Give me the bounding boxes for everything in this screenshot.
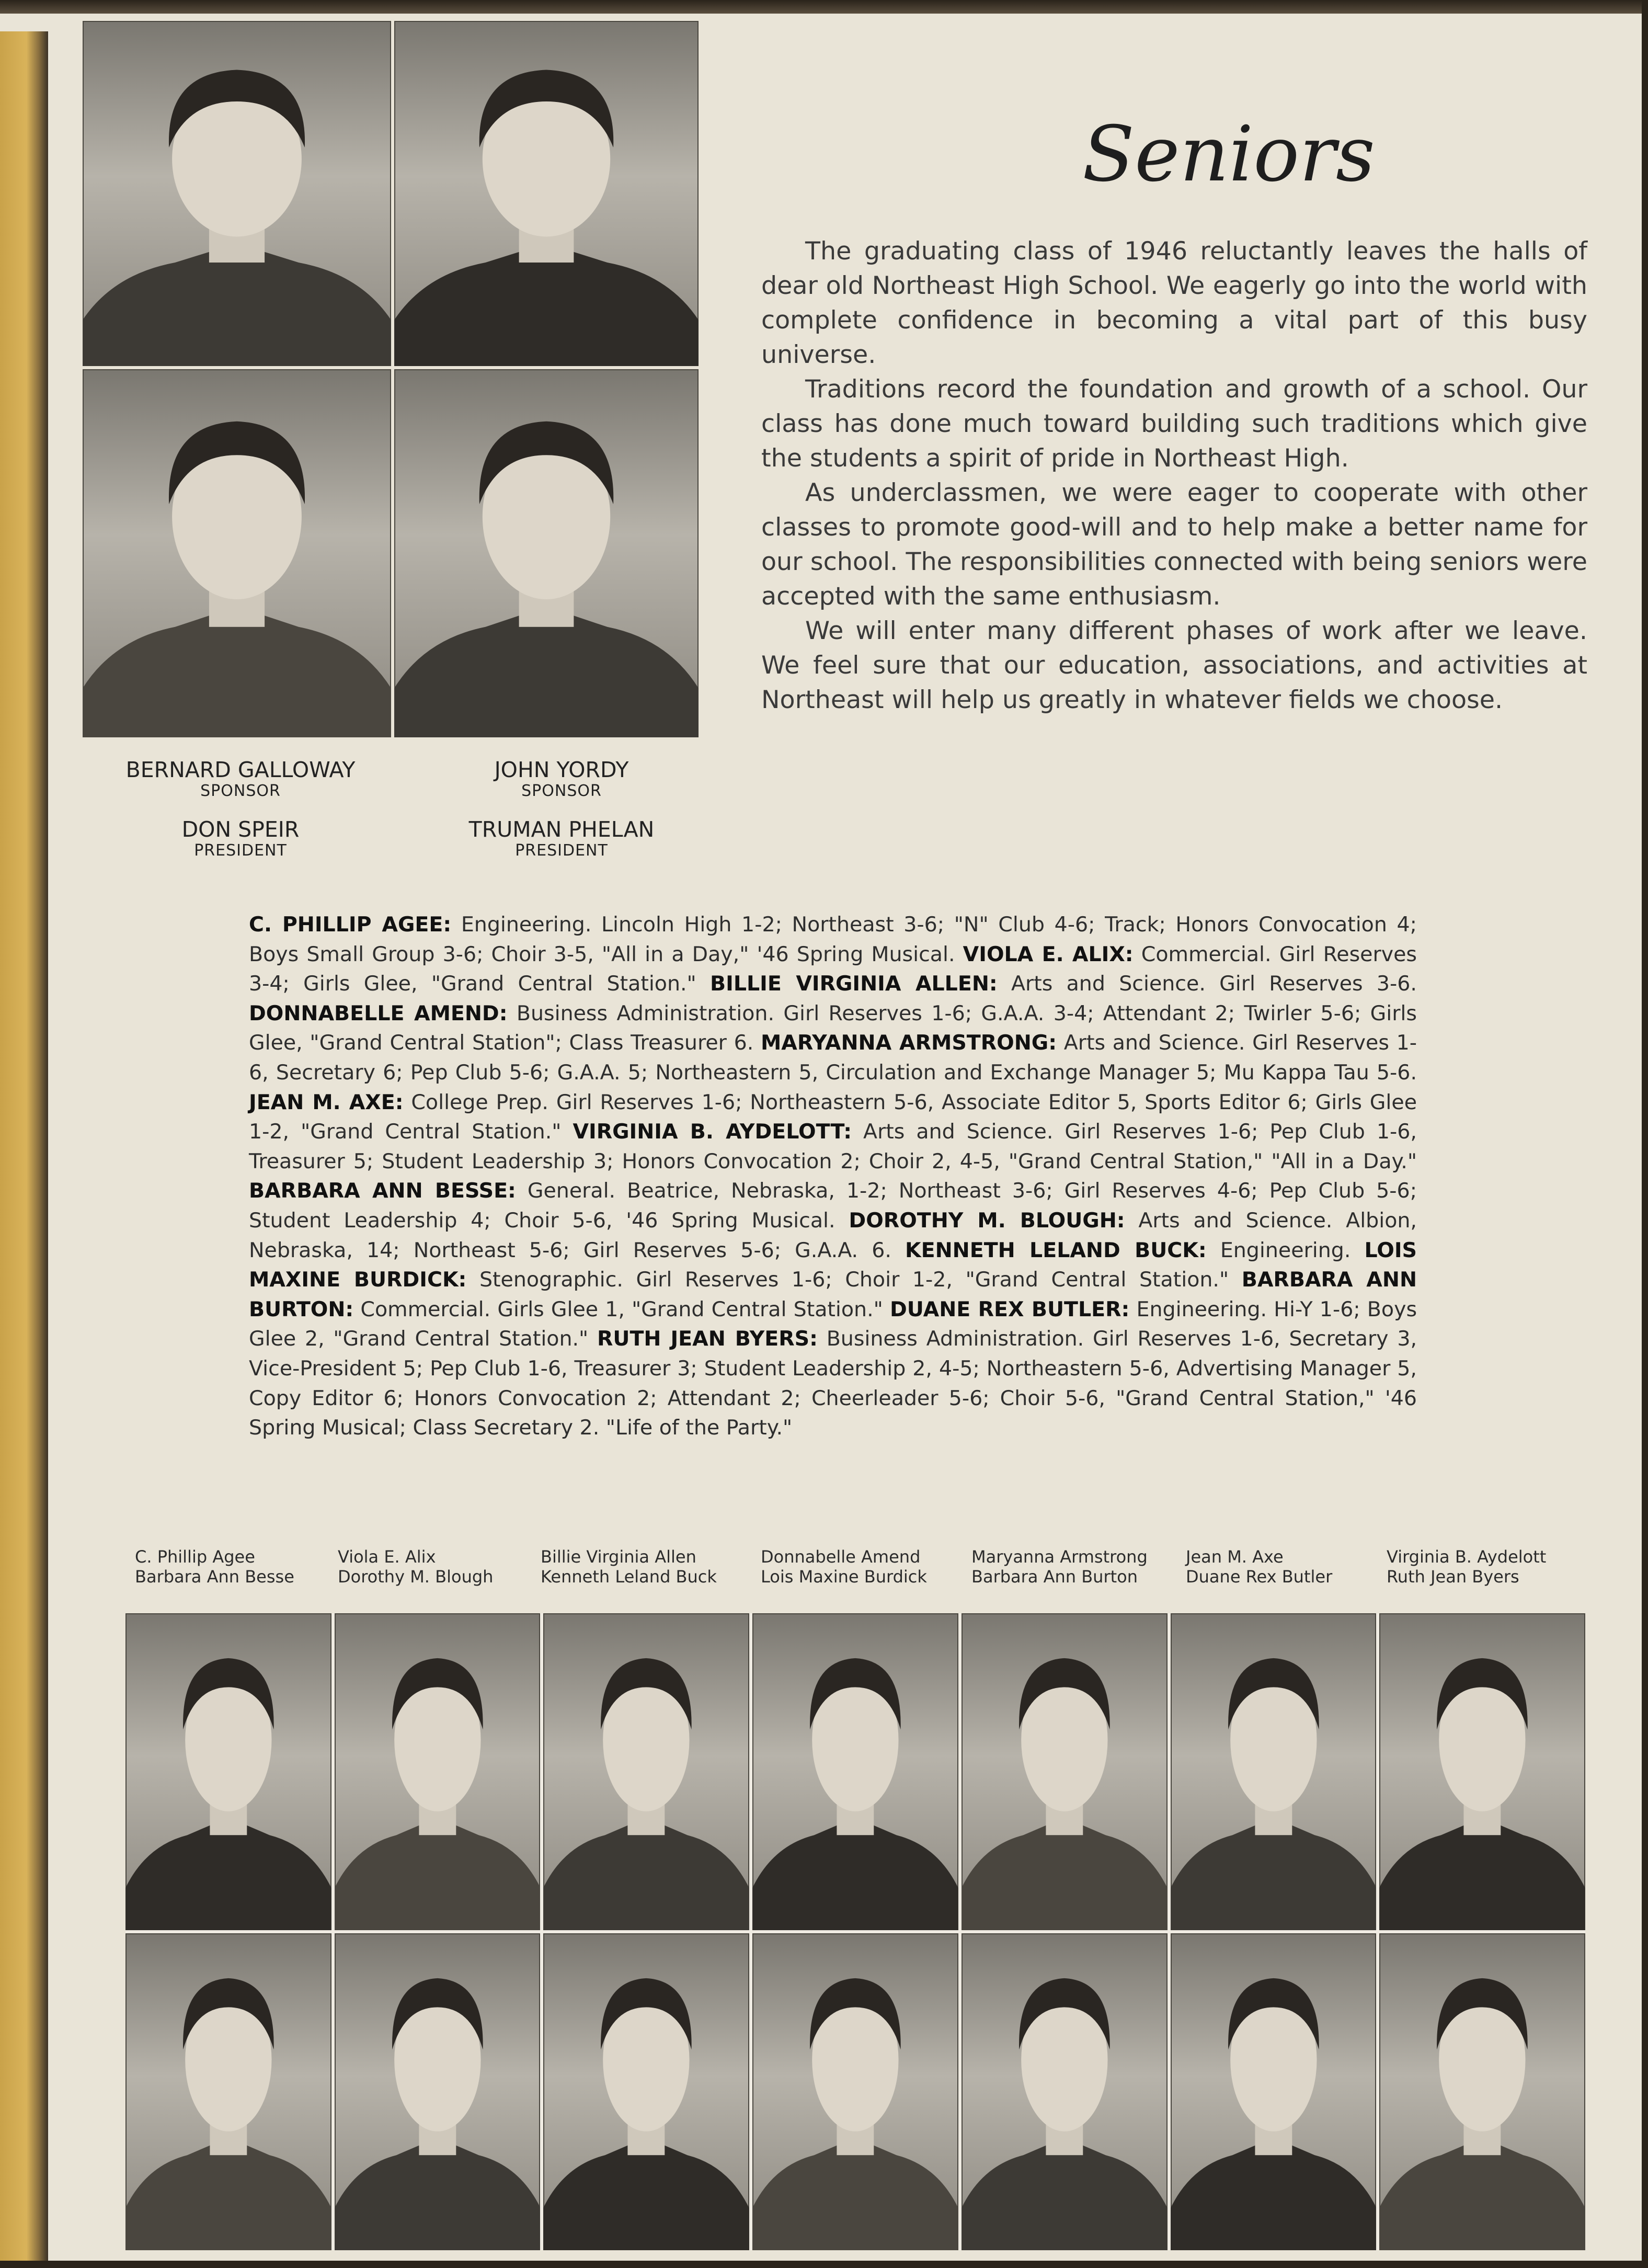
- bio-name: DOROTHY M. BLOUGH:: [849, 1208, 1125, 1233]
- portrait-silhouette: [125, 1933, 331, 2250]
- bio-text: Arts and Science. Girl Reserves 1-6; Pep Club 1-6, Treasurer 5; Student Leadership 3; Honors Convocation 2; Choir 2, 4-5, "Grand Central Station," "All in a Day.": [249, 1120, 1417, 1173]
- name-column: [338, 1547, 493, 1587]
- portrait-silhouette: [1379, 1613, 1585, 1930]
- bio-text: Stenographic. Girl Reserves 1-6; Choir 1-2, "Grand Central Station.": [479, 1268, 1229, 1292]
- caption-john-yordy: [405, 757, 718, 800]
- name-bottom: Dorothy M. Blough: [338, 1567, 494, 1587]
- officer-role: SPONSOR: [521, 782, 602, 800]
- portrait-kenneth-leland-buck: [543, 1933, 749, 2250]
- bio-text: Arts and Science. Albion, Nebraska, 14; Northeast 5-6; Girl Reserves 5-6; G.A.A. 6.: [249, 1208, 1417, 1262]
- bio-text: Engineering. Lincoln High 1-2; Northeast 3-6; "N" Club 4-6; Track; Honors Convocation 4; Boys Small Group 3-6; Choir 3-5, "All in a Day," '46 Spring Musical.: [249, 913, 1417, 966]
- portrait-silhouette: [543, 1613, 749, 1930]
- name-bottom: Lois Maxine Burdick: [761, 1567, 927, 1587]
- page-right-edge: [1642, 0, 1648, 2268]
- portrait-maryanna-armstrong: [962, 1613, 1168, 1930]
- officer-role: PRESIDENT: [194, 841, 287, 860]
- bio-name: DONNABELLE AMEND:: [249, 1001, 508, 1025]
- officer-role: SPONSOR: [200, 782, 281, 800]
- portrait-viola-e-alix: [335, 1613, 541, 1930]
- portrait-jean-m-axe: [1171, 1613, 1377, 1930]
- portrait-silhouette: [752, 1933, 958, 2250]
- officer-name: DON SPEIR: [181, 817, 300, 842]
- bio-name: KENNETH LELAND BUCK:: [905, 1238, 1207, 1262]
- bio-text: Business Administration. Girl Reserves 1-6; G.A.A. 3-4; Attendant 2; Twirler 5-6; Girls Glee, "Grand Central Station"; Class Treasurer 6.: [249, 1001, 1417, 1055]
- name-bottom: Barbara Ann Burton: [971, 1567, 1138, 1587]
- bio-text: Arts and Science. Girl Reserves 1-6, Secretary 6; Pep Club 5-6; G.A.A. 5; Northeastern 5, Circulation and Exchange Manager 5; Mu Kappa Tau 5-6.: [249, 1031, 1417, 1085]
- name-bottom: Kenneth Leland Buck: [541, 1567, 717, 1587]
- portrait-silhouette: [543, 1933, 749, 2250]
- officer-name: BERNARD GALLOWAY: [125, 757, 356, 782]
- portrait-silhouette: [83, 369, 391, 737]
- bio-text: General. Beatrice, Nebraska, 1-2; Northeast 3-6; Girl Reserves 4-6; Pep Club 5-6; Student Leadership 4; Choir 5-6, '46 Spring Musical.: [249, 1179, 1417, 1233]
- name-top: Maryanna Armstrong: [971, 1547, 1148, 1567]
- name-bottom: Ruth Jean Byers: [1387, 1567, 1519, 1587]
- officer-name: TRUMAN PHELAN: [468, 817, 655, 842]
- portrait-barbara-ann-burton: [962, 1933, 1168, 2250]
- name-top: C. Phillip Agee: [135, 1547, 255, 1567]
- bio-name: DUANE REX BUTLER:: [890, 1297, 1130, 1321]
- bio-name: VIOLA E. ALIX:: [963, 942, 1134, 966]
- intro-paragraph: Traditions record the foundation and growth of a school. Our class has done much toward building such traditions which give the students a spirit of pride in Northeast High.: [761, 375, 1587, 473]
- portrait-silhouette: [83, 21, 391, 366]
- bio-text: Commercial. Girls Glee 1, "Grand Central Station.": [360, 1297, 883, 1321]
- portrait-donnabelle-amend: [752, 1613, 958, 1930]
- name-top: Jean M. Axe: [1186, 1547, 1284, 1567]
- portrait-barbara-ann-besse: [125, 1933, 331, 2250]
- name-column: [135, 1547, 294, 1587]
- intro-paragraph: The graduating class of 1946 reluctantly leaves the halls of dear old Northeast High School. We eagerly go into the world with complete confidence in becoming a vital part of this busy universe.: [761, 237, 1587, 369]
- bio-text: Business Administration. Girl Reserves 1-6, Secretary 3, Vice-President 5; Pep Club 1-6, Treasurer 3; Student Leadership 2, 4-5; Northeastern 5-6, Advertising Manager 5, Copy Editor 6; Honors Convocation 2; Attendant 2; Cheerleader 5-6; Choir 5-6, "Grand Central Station," '46 Spring Musical; Class Secretary 2. "Life of the Party.": [249, 1327, 1417, 1440]
- portrait-silhouette: [335, 1933, 541, 2250]
- bio-name: JEAN M. AXE:: [249, 1090, 404, 1114]
- name-top: Billie Virginia Allen: [541, 1547, 696, 1567]
- bio-text: College Prep. Girl Reserves 1-6; Northeastern 5-6, Associate Editor 5, Sports Editor 6; Girls Glee 1-2, "Grand Central Station.": [249, 1090, 1417, 1144]
- name-column: [541, 1547, 717, 1587]
- bio-name: BILLIE VIRGINIA ALLEN:: [710, 972, 998, 996]
- portrait-billie-virginia-allen: [543, 1613, 749, 1930]
- portrait-silhouette: [1171, 1933, 1377, 2250]
- name-bottom: Barbara Ann Besse: [135, 1567, 294, 1587]
- senior-biographies: [249, 910, 1417, 1443]
- officer-role: PRESIDENT: [515, 841, 608, 860]
- portrait-silhouette: [962, 1613, 1168, 1930]
- name-column: [761, 1547, 927, 1587]
- bio-name: LOIS MAXINE BURDICK:: [249, 1238, 1417, 1292]
- portrait-ruth-jean-byers: [1379, 1933, 1585, 2250]
- bio-text: Engineering.: [1220, 1238, 1351, 1262]
- name-top: Viola E. Alix: [338, 1547, 436, 1567]
- caption-don-speir: [84, 817, 397, 860]
- name-top: Donnabelle Amend: [761, 1547, 921, 1567]
- bio-text: Engineering. Hi-Y 1-6; Boys Glee 2, "Grand Central Station.": [249, 1297, 1417, 1351]
- portrait-duane-rex-butler: [1171, 1933, 1377, 2250]
- portrait-silhouette: [1171, 1613, 1377, 1930]
- portrait-bernard-galloway: [83, 21, 391, 366]
- portrait-truman-phelan: [394, 369, 699, 737]
- portrait-don-speir: [83, 369, 391, 737]
- caption-bernard-galloway: [84, 757, 397, 800]
- bio-name: RUTH JEAN BYERS:: [597, 1327, 818, 1351]
- officer-name: JOHN YORDY: [494, 757, 629, 782]
- portrait-dorothy-m-blough: [335, 1933, 541, 2250]
- name-column: [1387, 1547, 1546, 1587]
- portrait-silhouette: [394, 369, 699, 737]
- bio-name: BARBARA ANN BESSE:: [249, 1179, 516, 1203]
- portrait-virginia-b-aydelott: [1379, 1613, 1585, 1930]
- name-column: [1186, 1547, 1332, 1587]
- portrait-silhouette: [752, 1613, 958, 1930]
- bio-text: Arts and Science. Girl Reserves 3-6.: [1011, 972, 1417, 996]
- portrait-john-yordy: [394, 21, 699, 366]
- bio-name: MARYANNA ARMSTRONG:: [760, 1031, 1057, 1055]
- name-top: Virginia B. Aydelott: [1387, 1547, 1547, 1567]
- bio-text: Commercial. Girl Reserves 3-4; Girls Glee, "Grand Central Station.": [249, 942, 1417, 996]
- binding-edge: [0, 31, 48, 2268]
- page-title: Seniors: [1082, 110, 1375, 199]
- name-column: [971, 1547, 1148, 1587]
- portrait-lois-maxine-burdick: [752, 1933, 958, 2250]
- intro-paragraph: We will enter many different phases of work after we leave. We feel sure that our education, associations, and activities at Northeast will help us greatly in whatever fields we choose.: [761, 617, 1587, 714]
- portrait-silhouette: [125, 1613, 331, 1930]
- portrait-c-phillip-agee: [125, 1613, 331, 1930]
- portrait-silhouette: [962, 1933, 1168, 2250]
- portrait-silhouette: [394, 21, 699, 366]
- portrait-silhouette: [335, 1613, 541, 1930]
- senior-portrait-grid: [125, 1613, 1585, 2250]
- intro-text: [761, 234, 1587, 717]
- caption-truman-phelan: [405, 817, 718, 860]
- page-top-edge: [0, 0, 1648, 14]
- intro-paragraph: As underclassmen, we were eager to cooperate with other classes to promote good-will and to help make a better name for our school. The responsibilities connected with being seniors were accepted with the same enthusiasm.: [761, 478, 1587, 611]
- bio-name: VIRGINIA B. AYDELOTT:: [573, 1120, 852, 1144]
- portrait-silhouette: [1379, 1933, 1585, 2250]
- page-bottom-edge: [0, 2261, 1648, 2268]
- bio-name: C. PHILLIP AGEE:: [249, 913, 452, 937]
- bio-name: BARBARA ANN BURTON:: [249, 1268, 1417, 1321]
- name-bottom: Duane Rex Butler: [1186, 1567, 1333, 1587]
